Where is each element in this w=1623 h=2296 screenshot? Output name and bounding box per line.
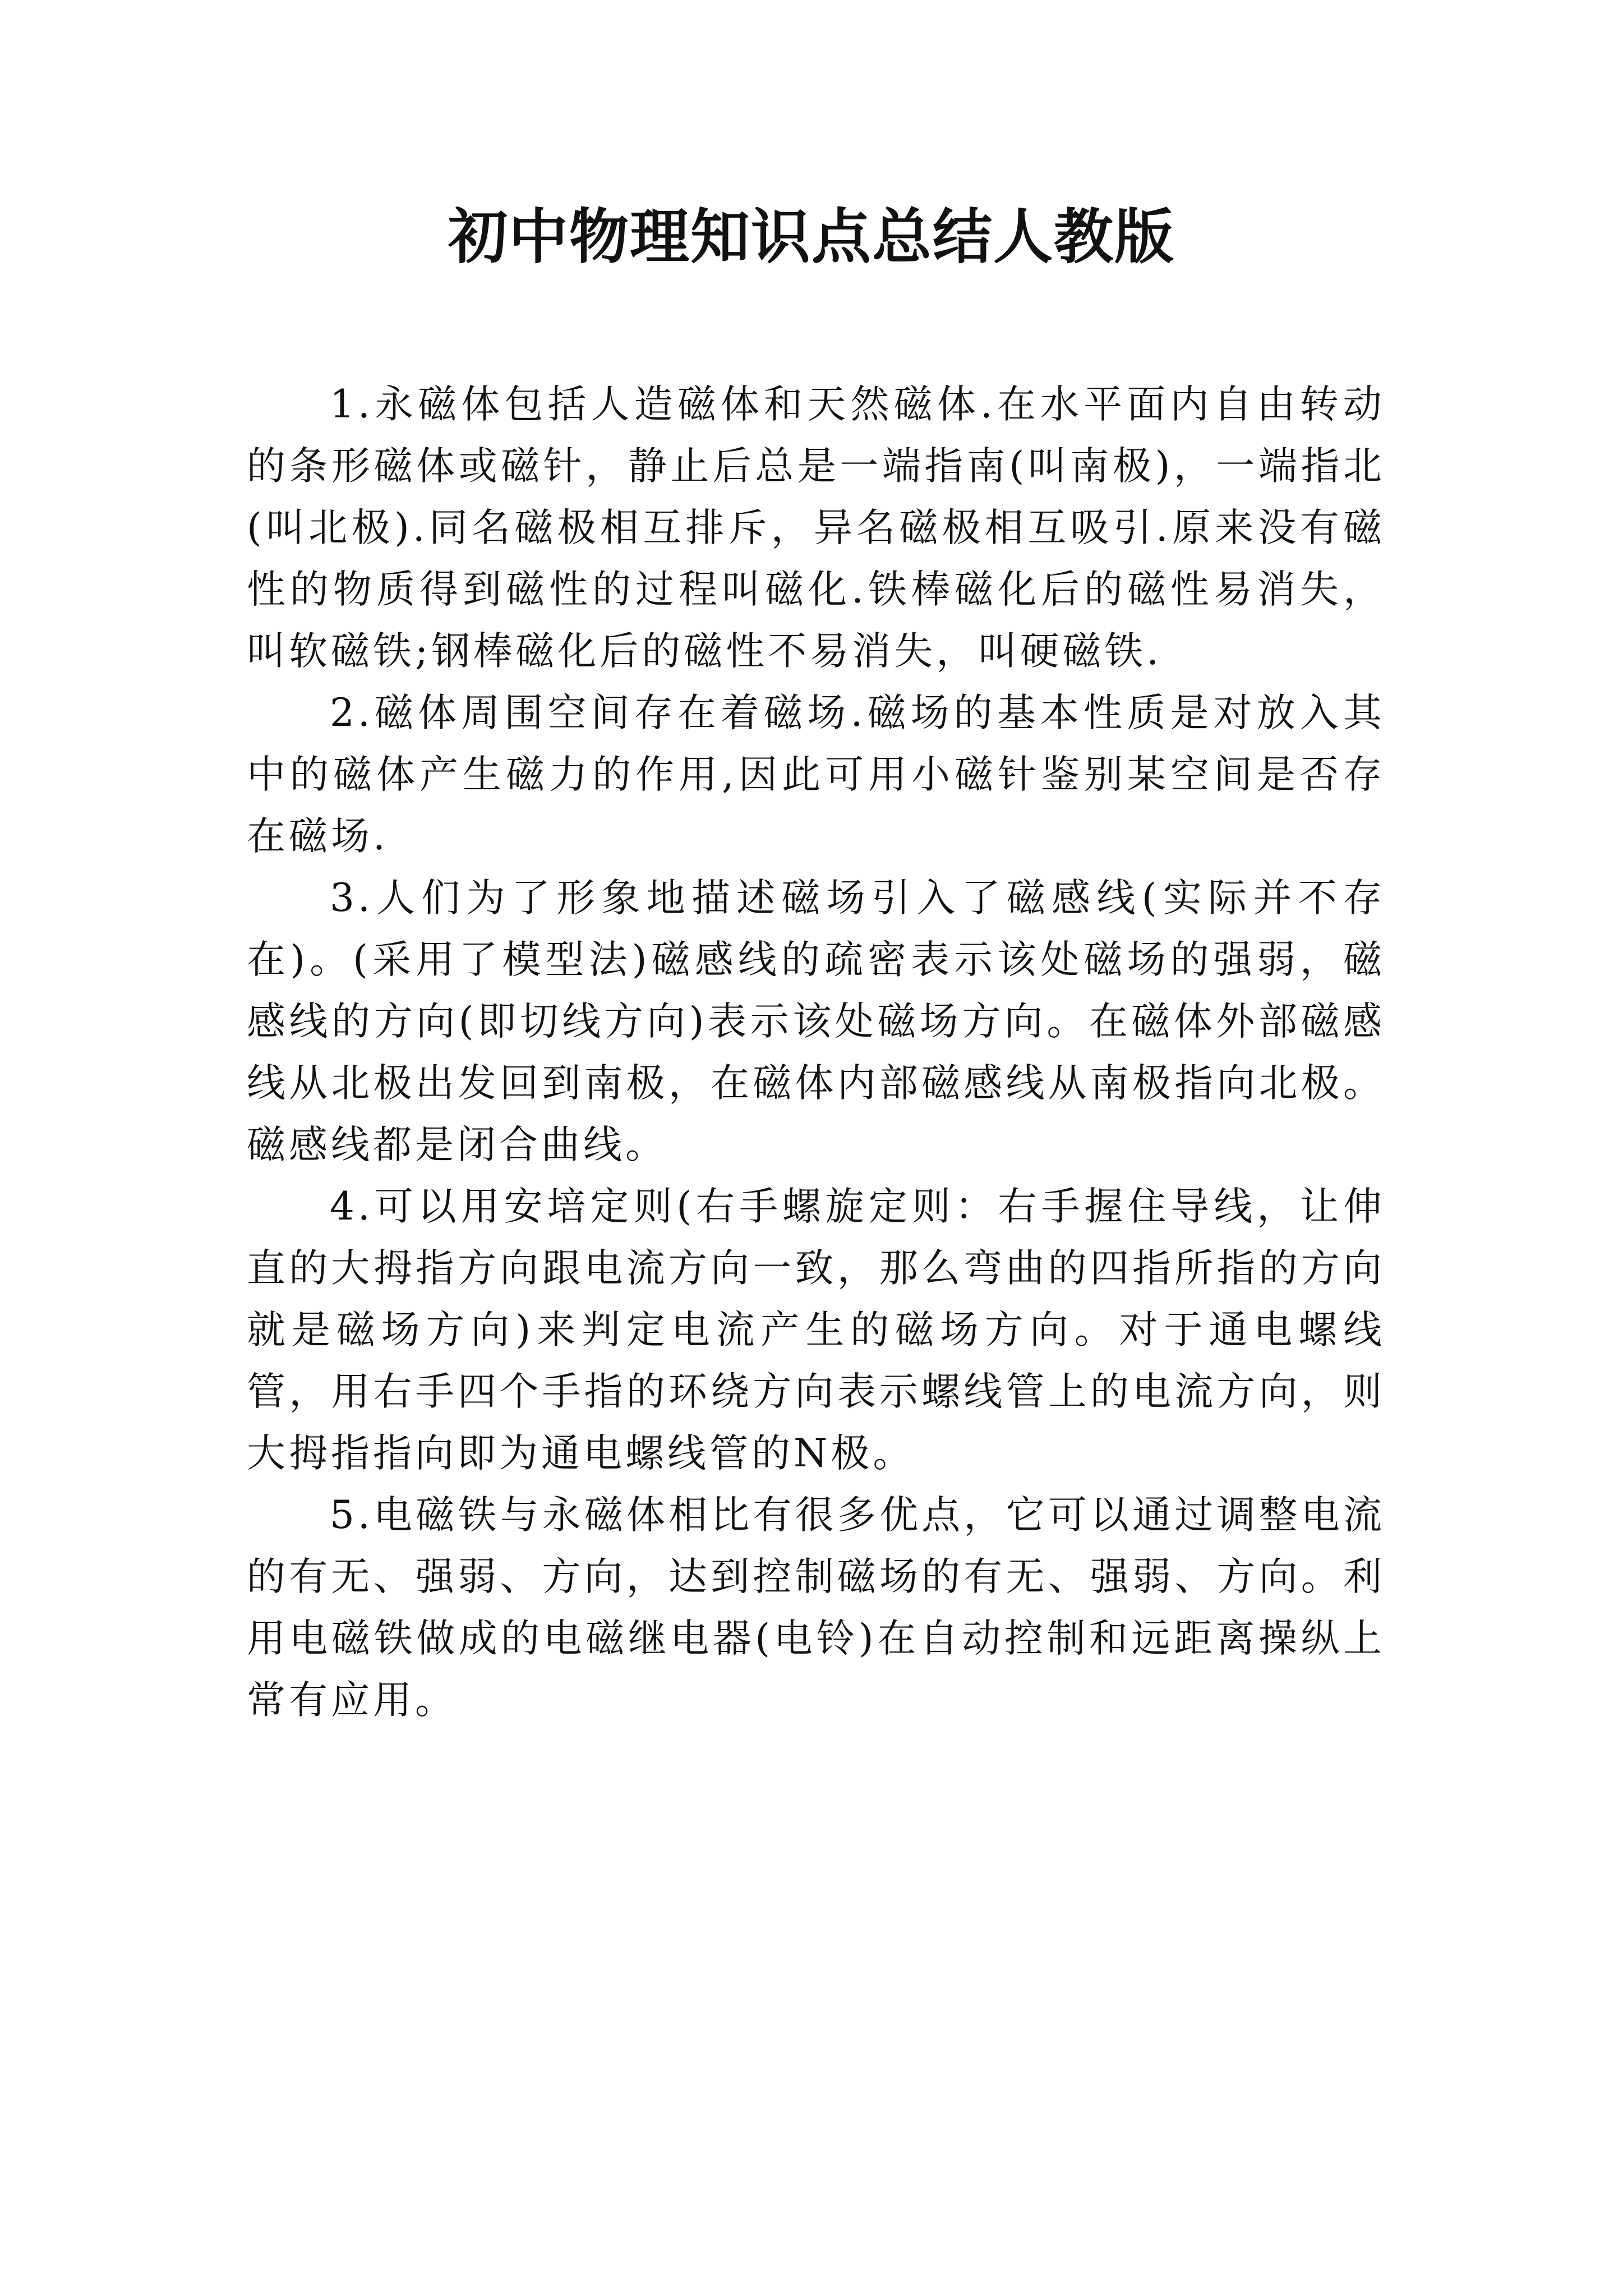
paragraph-2: 2.磁体周围空间存在着磁场.磁场的基本性质是对放入其中的磁体产生磁力的作用,因此可用小磁针鉴别某空间是否存在磁场. xyxy=(247,691,1385,859)
paragraph-4: 4.可以用安培定则(右手螺旋定则：右手握住导线，让伸直的大拇指方向跟电流方向一致，那么弯曲的四指所指的方向就是磁场方向)来判定电流产生的磁场方向。对于通电螺线管，用右手四个手指的环绕方向表示螺线管上的电流方向，则大拇指指向即为通电螺线管的N极。 xyxy=(247,1184,1385,1476)
document-title: 初中物理知识点总结人教版 xyxy=(448,201,1175,272)
paragraph-3: 3.人们为了形象地描述磁场引入了磁感线(实际并不存在)。(采用了模型法)磁感线的疏密表示该处磁场的强弱，磁感线的方向(即切线方向)表示该处磁场方向。在磁体外部磁感线从北极出发回到南极，在磁体内部磁感线从南极指向北极。磁感线都是闭合曲线。 xyxy=(247,876,1385,1167)
paragraph-1: 1.永磁体包括人造磁体和天然磁体.在水平面内自由转动的条形磁体或磁针，静止后总是一端指南(叫南极)，一端指北(叫北极).同名磁极相互排斥，异名磁极相互吸引.原来没有磁性的物质得到磁性的过程叫磁化.铁棒磁化后的磁性易消失，叫软磁铁;钢棒磁化后的磁性不易消失，叫硬磁铁. xyxy=(247,382,1385,674)
paragraph-5: 5.电磁铁与永磁体相比有很多优点，它可以通过调整电流的有无、强弱、方向，达到控制磁场的有无、强弱、方向。利用电磁铁做成的电磁继电器(电铃)在自动控制和远距离操纵上常有应用。 xyxy=(247,1493,1385,1723)
document-body xyxy=(247,374,1385,1731)
